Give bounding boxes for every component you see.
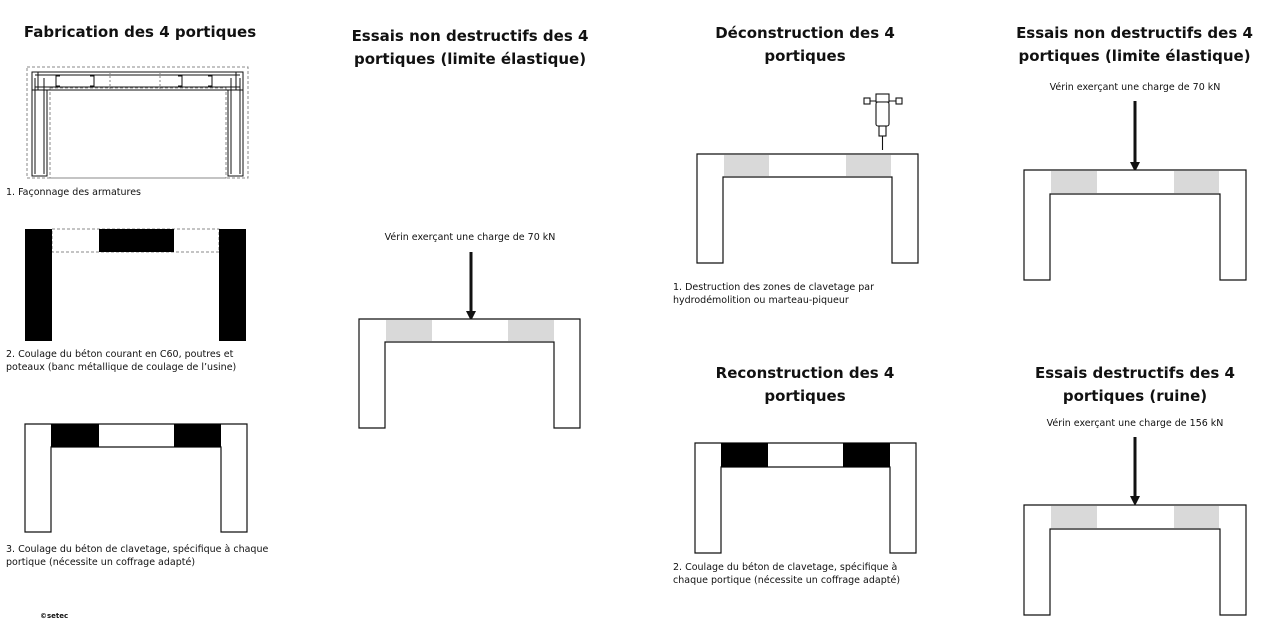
- caption-step-1-armatures: 1. Façonnage des armatures: [6, 187, 142, 198]
- jackhammer-icon: [864, 94, 902, 150]
- portique-reconstruction: [695, 443, 916, 553]
- caption-reconstruction: 2. Coulage du béton de clavetage, spécifique à chaque portique (nécessite un coffrage adapté): [673, 562, 901, 586]
- load-label-70kn-2: Vérin exerçant une charge de 70 kN: [1049, 82, 1221, 93]
- title-reconstruction: Reconstruction des 4 portiques: [715, 364, 895, 405]
- title-deconstruction: Déconstruction des 4 portiques: [715, 24, 895, 65]
- title-essais-non-destructifs-1: Essais non destructifs des 4 portiques (limite élastique): [351, 27, 589, 68]
- portique-essai-2: [1024, 101, 1246, 280]
- caption-step-3-clavetage: 3. Coulage du béton de clavetage, spécifique à chaque portique (nécessite un coffrage adapté): [6, 544, 269, 568]
- copyright-text: ©setec: [40, 612, 69, 620]
- portique-essai-1: [359, 252, 580, 428]
- title-fabrication: Fabrication des 4 portiques: [23, 23, 257, 41]
- load-label-70kn-1: Vérin exerçant une charge de 70 kN: [384, 232, 556, 243]
- title-essais-destructifs: Essais destructifs des 4 portiques (ruine): [1035, 364, 1235, 405]
- load-label-156kn: Vérin exerçant une charge de 156 kN: [1046, 418, 1224, 429]
- portique-deconstruction: [697, 154, 918, 263]
- portique-essai-destructif: [1024, 437, 1246, 615]
- title-essais-non-destructifs-2: Essais non destructifs des 4 portiques (limite élastique): [1016, 24, 1253, 65]
- portique-step3: [25, 424, 247, 532]
- precast-elements-drawing: [25, 229, 246, 341]
- caption-destruction: 1. Destruction des zones de clavetage par hydrodémolition ou marteau-piqueur: [673, 282, 875, 306]
- caption-step-2-beton-courant: 2. Coulage du béton courant en C60, poutres et poteaux (banc métallique de coulage de l’usine): [6, 349, 237, 373]
- rebar-cage-drawing: [27, 67, 248, 178]
